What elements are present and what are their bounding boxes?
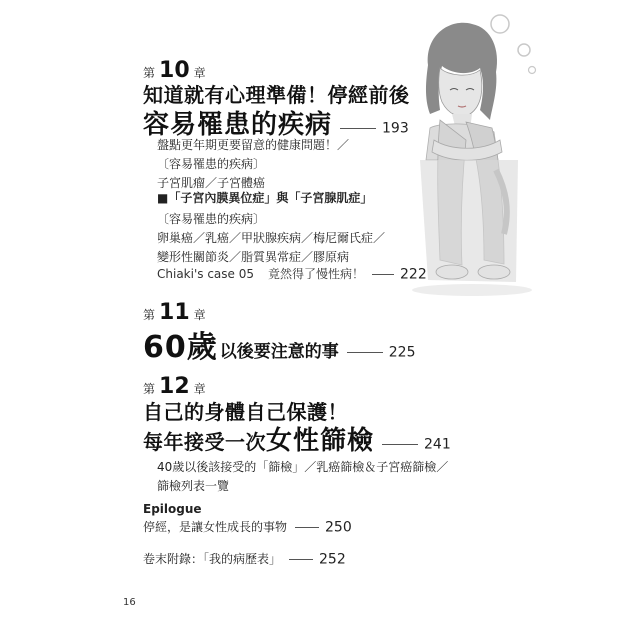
epilogue-label: Epilogue bbox=[143, 502, 202, 516]
list-item: 變形性關節炎／脂質異常症／膠原病 bbox=[157, 250, 350, 264]
epilogue-page: 250 bbox=[325, 519, 352, 536]
appendix-title: 卷末附錄：「我的病歷表」 bbox=[143, 552, 282, 566]
chapter12-number: 12 bbox=[159, 374, 190, 399]
chapter11-title-row bbox=[143, 322, 415, 366]
chapter10-prefix: 第 bbox=[143, 66, 156, 80]
leader-line bbox=[382, 444, 418, 445]
list-item: 40歲以後該接受的「篩檢」／乳癌篩檢＆子宮癌篩檢／ bbox=[157, 460, 449, 474]
case-title: 竟然得了慢性病！ bbox=[268, 267, 365, 281]
page-number: 16 bbox=[123, 597, 136, 608]
list-item: 〔容易罹患的疾病〕 bbox=[157, 212, 266, 226]
list-item: 卵巢癌／乳癌／甲狀腺疾病／梅尼爾氏症／ bbox=[157, 231, 386, 245]
leader-line bbox=[289, 559, 313, 560]
chapter10-bullet: ■「子宮內膜異位症」與「子宮腺肌症」 bbox=[157, 191, 373, 205]
case-page: 222 bbox=[400, 266, 427, 283]
case-label: Chiaki's case 05 bbox=[157, 267, 254, 281]
chapter10-title-line2: 容易罹患的疾病 bbox=[143, 110, 333, 140]
chapter12-title-big: 女性篩檢 bbox=[266, 426, 375, 456]
chapter12-items bbox=[157, 458, 448, 496]
chapter11-page: 225 bbox=[388, 344, 416, 361]
chapter10-suffix: 章 bbox=[193, 66, 206, 80]
chapter11-number: 11 bbox=[159, 300, 190, 325]
chapter11-suffix: 章 bbox=[193, 308, 206, 322]
chapter10-number: 10 bbox=[159, 58, 190, 83]
chapter12-title-line1: 自己的身體自己保護！ bbox=[143, 400, 348, 424]
chapter10-title-line1: 知道就有心理準備！停經前後 bbox=[143, 83, 410, 107]
appendix-row bbox=[143, 550, 346, 568]
leader-line bbox=[340, 128, 376, 129]
chapter12-title-row bbox=[143, 420, 451, 457]
leader-line bbox=[372, 274, 394, 275]
epilogue-row bbox=[143, 518, 352, 536]
list-item: 篩檢列表一覽 bbox=[157, 479, 230, 493]
leader-line bbox=[347, 352, 383, 353]
list-item: 盤點更年期更要留意的健康問題！／ bbox=[157, 138, 350, 152]
chapter11-title-big: 60歲 bbox=[143, 330, 218, 365]
chapter10-case bbox=[157, 265, 427, 283]
chapter10-items2 bbox=[157, 210, 385, 267]
epilogue-title: 停經，是讓女性成長的事物 bbox=[143, 520, 288, 534]
leader-line bbox=[295, 527, 319, 528]
chapter11-title-rest: 以後要注意的事 bbox=[219, 342, 339, 362]
list-item: 子宮肌瘤／子宮體癌 bbox=[157, 176, 266, 190]
appendix-page: 252 bbox=[319, 551, 346, 568]
chapter12-suffix: 章 bbox=[193, 382, 206, 396]
chapter12-page: 241 bbox=[424, 436, 451, 453]
list-item: 〔容易罹患的疾病〕 bbox=[157, 157, 266, 171]
chapter11-prefix: 第 bbox=[143, 308, 156, 322]
chapter12-title-small: 每年接受一次 bbox=[143, 430, 266, 454]
chapter10-items bbox=[157, 136, 349, 193]
chapter12-prefix: 第 bbox=[143, 382, 156, 396]
chapter10-page: 193 bbox=[382, 120, 409, 137]
woman-illustration bbox=[400, 10, 550, 300]
